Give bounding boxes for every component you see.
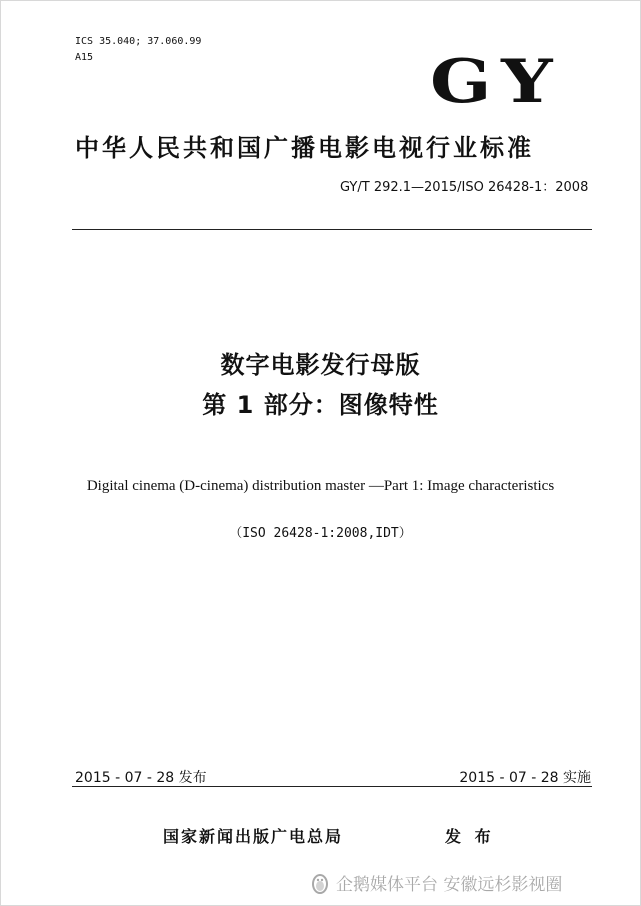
watermark <box>310 870 562 895</box>
publish-date: 2015 - 07 - 28 发布 <box>75 770 207 786</box>
bottom-divider <box>72 786 592 787</box>
document-title-line1: 数字电影发行母版 <box>220 351 421 379</box>
penguin-icon <box>310 872 330 894</box>
standard-category-title: 中华人民共和国广播电影电视行业标准 <box>75 134 534 162</box>
document-title-line2: 第 1 部分：图像特性 <box>202 391 439 419</box>
iso-reference: （ISO 26428-1:2008,IDT） <box>229 526 412 541</box>
issuer-name: 国家新闻出版广电总局 <box>163 827 344 846</box>
implement-date: 2015 - 07 - 28 实施 <box>459 770 591 786</box>
gy-logo: GY <box>430 47 563 117</box>
top-divider <box>72 229 592 230</box>
english-title: Digital cinema (D-cinema) distribution master —Part 1: Image characteristics <box>86 478 555 494</box>
watermark-text: 企鹅媒体平台 安徽远杉影视圈 <box>336 875 563 895</box>
issue-action: 发 布 <box>445 827 495 846</box>
ics-code: ICS 35.040; 37.060.99 <box>75 36 202 47</box>
standard-number: GY/T 292.1—2015/ISO 26428-1：2008 <box>340 180 589 195</box>
ccs-code: A15 <box>75 52 94 63</box>
